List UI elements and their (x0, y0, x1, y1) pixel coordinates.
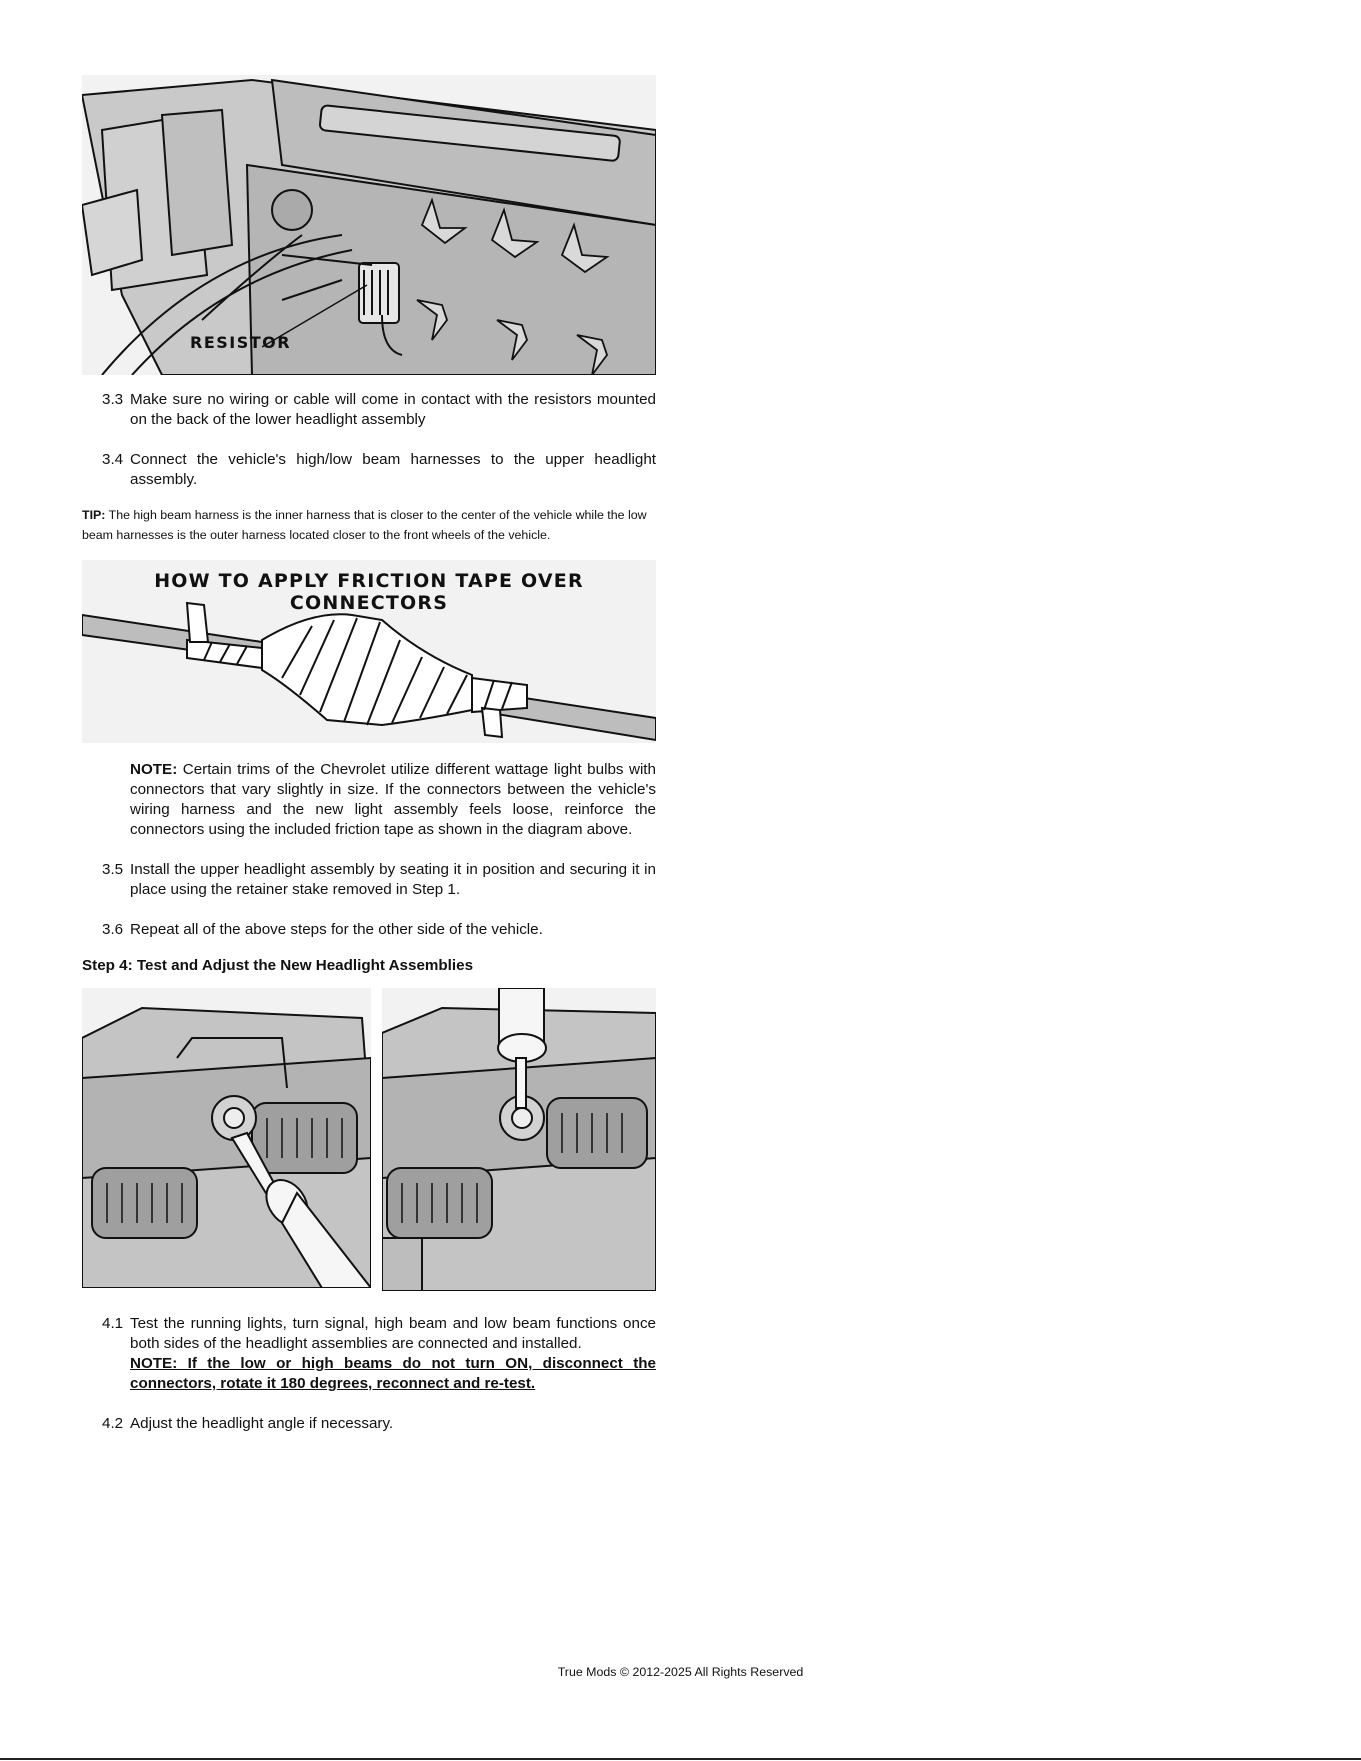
step-text: Connect the vehicle's high/low beam harnesses to the upper headlight assembly. (130, 451, 656, 488)
step-text: Install the upper headlight assembly by seating it in position and securing it in place using the retainer stake removed in Step 1. (130, 861, 656, 898)
adjust-illustration-left (82, 988, 371, 1288)
step-3-6 (82, 920, 656, 940)
step-text: Test the running lights, turn signal, high beam and low beam functions once both sides of the headlight assemblies are connected and installed. (130, 1315, 656, 1352)
step-number: 3.5 (102, 861, 124, 878)
tip-text: The high beam harness is the inner harness that is closer to the center of the vehicle while the low beam harnesses is the outer harness located closer to the front wheels of the vehicle. (82, 508, 647, 542)
note-text: Certain trims of the Chevrolet utilize different wattage light bulbs with connectors that vary slightly in size. If the connectors between the vehicle's wiring harness and the new light assembly feels loose, reinforce the connectors using the included friction tape as shown in the diagram above. (130, 761, 656, 838)
tip-paragraph (82, 505, 658, 545)
resistor-figure (82, 75, 656, 375)
adjust-figure-left (82, 988, 371, 1288)
friction-tape-title: HOW TO APPLY FRICTION TAPE OVER CONNECTORS (154, 570, 584, 614)
bottom-divider (0, 1758, 1361, 1760)
step-4-2 (82, 1414, 656, 1434)
step-number: 4.2 (102, 1415, 124, 1432)
step-text: Repeat all of the above steps for the other side of the vehicle. (130, 921, 543, 938)
resistor-illustration (82, 75, 656, 375)
step-text: Adjust the headlight angle if necessary. (130, 1415, 394, 1432)
footer-copyright: True Mods © 2012-2025 All Rights Reserved (557, 1665, 804, 1679)
step-number: 4.1 (102, 1315, 124, 1332)
step-number: 3.4 (102, 451, 124, 468)
step-4-heading: Step 4: Test and Adjust the New Headlight Assemblies (82, 957, 474, 974)
friction-tape-figure (82, 560, 656, 743)
adjust-figure-right (382, 988, 656, 1291)
step-4-1-note: NOTE: If the low or high beams do not turn ON, disconnect the connectors, rotate it 180 degrees, reconnect and re-test. (130, 1355, 656, 1392)
tip-label: TIP: (82, 508, 106, 522)
step-3-5 (82, 860, 656, 900)
step-3-3 (82, 390, 656, 430)
step-text: Make sure no wiring or cable will come in contact with the resistors mounted on the back of the lower headlight assembly (130, 391, 656, 428)
step-number: 3.6 (102, 921, 124, 938)
note-paragraph (82, 760, 656, 840)
step-4-1 (82, 1314, 656, 1394)
adjust-illustration-right (382, 988, 656, 1291)
note-label: NOTE: (130, 761, 178, 778)
step-3-4 (82, 450, 656, 490)
resistor-label: RESISTOR (190, 333, 292, 352)
step-number: 3.3 (102, 391, 124, 408)
